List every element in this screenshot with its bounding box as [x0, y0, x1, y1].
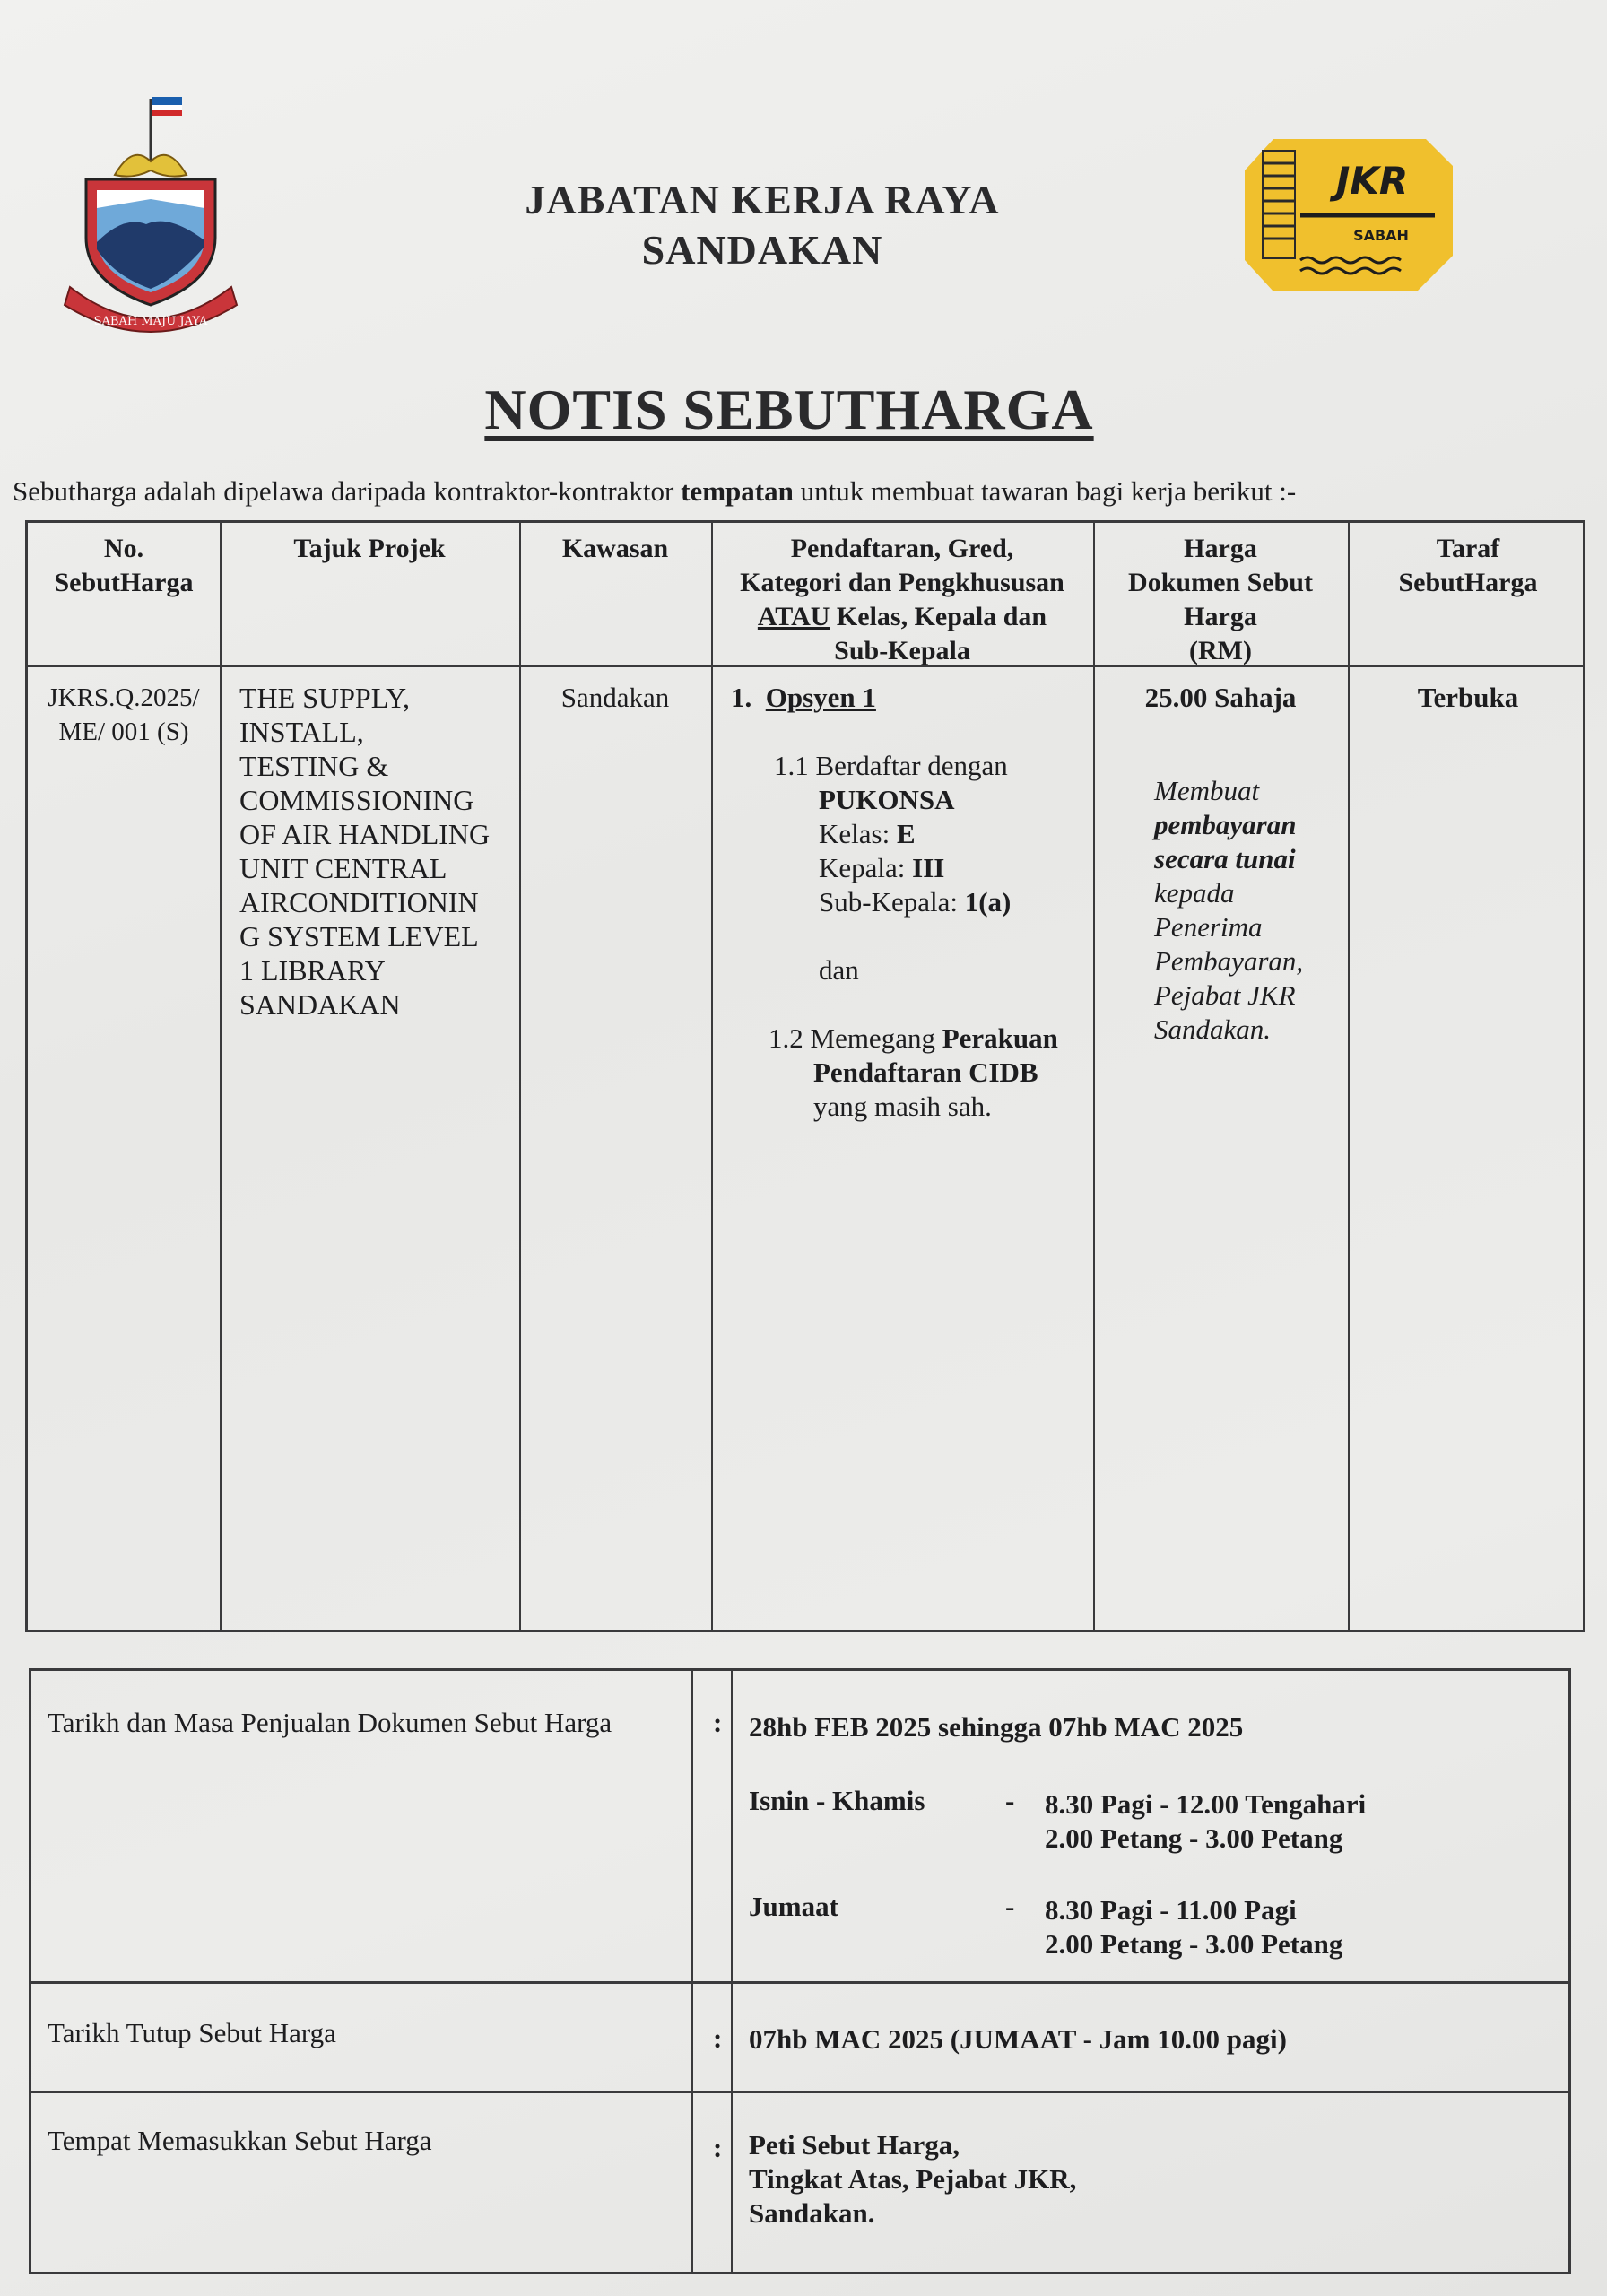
- closing-date-label: Tarikh Tutup Sebut Harga: [48, 2017, 336, 2048]
- details-table: [29, 1668, 1571, 2274]
- quotation-status: Terbuka: [1417, 682, 1519, 713]
- jkr-sabah-logo: [1238, 135, 1453, 296]
- sale-day1: Isnin - Khamis: [749, 1785, 925, 1816]
- quotation-number: JKRS.Q.2025/ ME/ 001 (S): [48, 683, 200, 746]
- header-area: Kawasan: [561, 534, 669, 563]
- header-registration: Pendaftaran, Gred, Kategori dan Pengkhususan ATAU Kelas, Kepala dan Sub-Kepala: [740, 534, 1064, 665]
- jkr-sabah-logo-icon: [1238, 135, 1453, 296]
- header-project: Tajuk Projek: [293, 534, 446, 563]
- quotation-table: No. SebutHarga Tajuk Projek Kawasan Pendaftaran, Gred, Kategori dan Pengkhususan ATAU Kelas, Kepala dan Sub-Kepala Harga Dokumen Sebut Harga (RM) Taraf SebutHarga JKRS.Q.2025/ ME/ 001 (S) THE SUPPLY, INSTALL, TESTING & COMMISSIONING OF AIR HANDLING UNIT CENTRAL AIRCONDITIONIN G SYSTEM LEVEL 1 LIBRARY SANDAKAN Sandakan 1. Opsyen 1 1.1 Berdaftar dengan PUKONSA Kelas: E Kepala: III Sub-Kepala: 1(a) dan 1.2 Memegang Perakuan Pendaftaran CIDB yang masih sah. 25.00 Sahaja Membuat pembayaran secara tunai kepada Penerima Pembayaran, Pejabat JKR Sandakan. Terbuka: [25, 520, 1585, 1632]
- sale-colon: :: [713, 1707, 723, 1738]
- page-title: NOTIS SEBUTHARGA: [484, 378, 1094, 441]
- intro-text: Sebutharga adalah dipelawa daripada kontraktor-kontraktor tempatan untuk membuat tawaran bagi kerja berikut :-: [13, 475, 1297, 507]
- sale-dash2: -: [1005, 1891, 1015, 1922]
- payment-note: Membuat pembayaran secara tunai kepada Penerima Pembayaran, Pejabat JKR Sandakan.: [1154, 775, 1304, 1045]
- sale-day2: Jumaat: [749, 1891, 838, 1922]
- department-location: SANDAKAN: [641, 227, 883, 273]
- sabah-crest-logo: [61, 90, 240, 341]
- document-price: 25.00 Sahaja: [1144, 682, 1297, 713]
- sale-day2-time2: 2.00 Petang - 3.00 Petang: [1045, 1928, 1343, 1960]
- header-no: No. SebutHarga: [54, 534, 194, 597]
- header-price: Harga Dokumen Sebut Harga (RM): [1128, 534, 1313, 665]
- sale-dates: 28hb FEB 2025 sehingga 07hb MAC 2025: [749, 1711, 1244, 1743]
- header-status: Taraf SebutHarga: [1398, 534, 1538, 597]
- sale-date-label: Tarikh dan Masa Penjualan Dokumen Sebut Harga: [48, 1707, 612, 1738]
- submission-place-label: Tempat Memasukkan Sebut Harga: [48, 2125, 432, 2156]
- sale-day1-time2: 2.00 Petang - 3.00 Petang: [1045, 1822, 1343, 1854]
- crest-motto: SABAH MAJU JAYA: [93, 315, 208, 328]
- closing-date-value: 07hb MAC 2025 (JUMAAT - Jam 10.00 pagi): [749, 2023, 1287, 2055]
- project-title: THE SUPPLY, INSTALL, TESTING & COMMISSIONING OF AIR HANDLING UNIT CENTRAL AIRCONDITIONIN G SYSTEM LEVEL 1 LIBRARY SANDAKAN: [239, 682, 491, 1021]
- place-colon: :: [713, 2132, 723, 2163]
- sale-day1-time1: 8.30 Pagi - 12.00 Tengahari: [1045, 1788, 1367, 1820]
- closing-colon: :: [713, 2022, 723, 2054]
- jkr-logo-text: JKR: [1335, 159, 1409, 203]
- sabah-crest-icon: [61, 90, 240, 341]
- jkr-logo-sub: SABAH: [1353, 227, 1409, 244]
- submission-place-value: Peti Sebut Harga, Tingkat Atas, Pejabat JKR, Sandakan.: [749, 2129, 1077, 2229]
- department-name: JABATAN KERJA RAYA: [525, 177, 1000, 222]
- sale-dash1: -: [1005, 1785, 1015, 1816]
- area-value: Sandakan: [560, 682, 670, 713]
- header-atau: ATAU: [757, 602, 830, 631]
- sale-day2-time1: 8.30 Pagi - 11.00 Pagi: [1045, 1894, 1297, 1926]
